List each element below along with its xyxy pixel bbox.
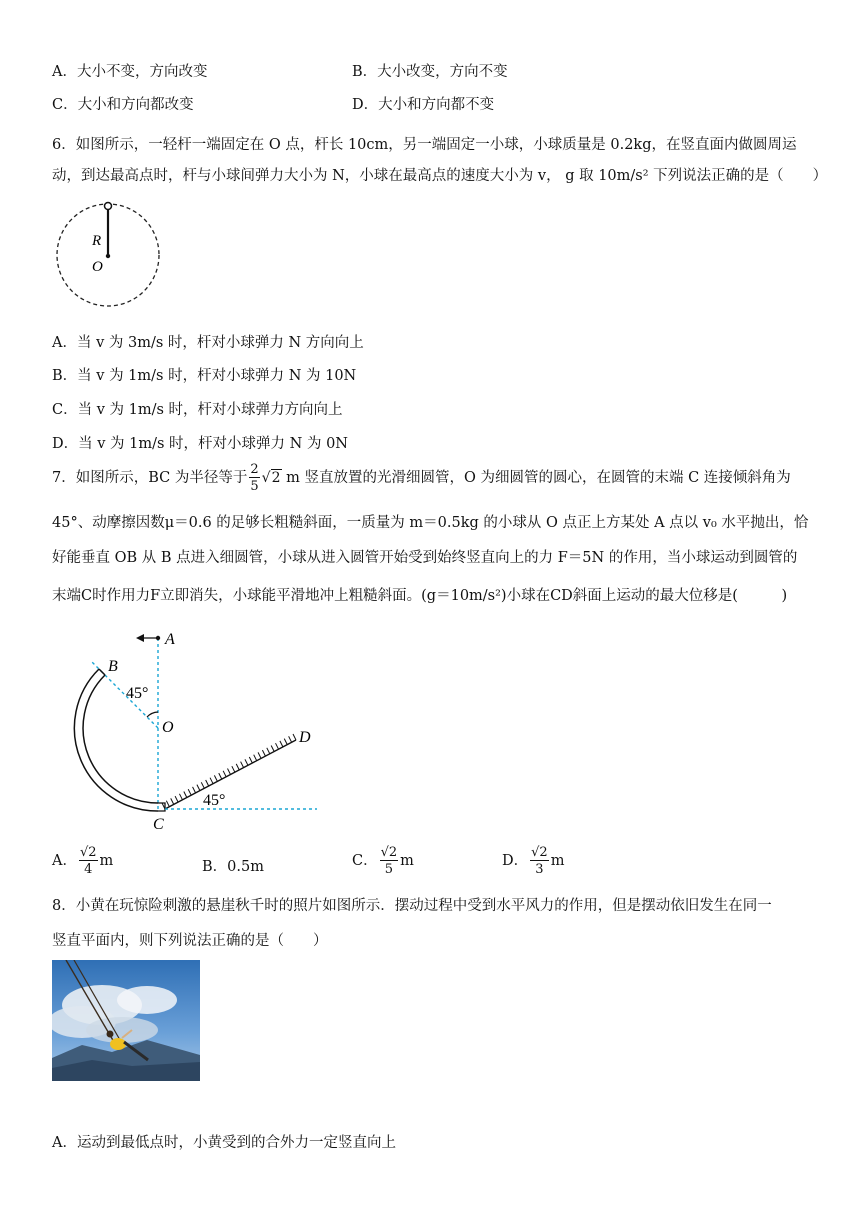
q7-option-c: C． $\frac{√2}{5}$ m xyxy=(352,845,414,877)
q7-stem-line2: 45°、动摩擦因数μ＝0.6 的足够长粗糙斜面，一质量为 m＝0.5kg 的小球从 O 点正上方某处 A 点以 v₀ 水平抛出，恰 xyxy=(52,515,809,531)
q6-figure-circle xyxy=(52,198,167,313)
q7-stem-line1: 7．如图所示，BC 为半径等于 $\frac{2}{5}$ √2 m 竖直放置的光滑细圆管，O 为细圆管的圆心，在圆管的末端 C 连接倾斜角为 xyxy=(52,462,791,494)
q7-figure-tube-incline xyxy=(52,622,332,837)
q6-option-c: C．当 v 为 1m/s 时，杆对小球弹力方向向上 xyxy=(52,402,343,418)
q7-point-a xyxy=(156,636,160,640)
q6-stem-line2: 动，到达最高点时，杆与小球间弹力大小为 N，小球在最高点的速度大小为 v， g 取 10m/s² 下列说法正确的是（ ） xyxy=(52,168,828,184)
q5-option-b: B．大小改变，方向不变 xyxy=(352,64,508,80)
q6-label-o: O xyxy=(92,259,103,275)
q6-option-b: B．当 v 为 1m/s 时，杆对小球弹力 N 为 10N xyxy=(52,368,357,384)
q6-label-r: R xyxy=(92,233,102,249)
q8-swing-photo xyxy=(52,960,200,1081)
q6-option-d: D．当 v 为 1m/s 时，杆对小球弹力 N 为 0N xyxy=(52,436,348,452)
q7-option-b: B．0.5m xyxy=(202,859,264,875)
q7-incline-hatching xyxy=(162,734,296,809)
q7-angle-label-45-bottom: 45° xyxy=(203,792,226,809)
q5-option-d: D．大小和方向都不变 xyxy=(352,97,495,113)
q8-person xyxy=(110,1038,126,1050)
q8-option-a: A．运动到最低点时，小黄受到的合外力一定竖直向上 xyxy=(52,1135,396,1151)
q7-label-c: C xyxy=(153,816,164,833)
q7-stem-line4: 末端C时作用力F立即消失，小球能平滑地冲上粗糙斜面。(g＝10m/s²)小球在CD斜面上运动的最大位移是( ) xyxy=(52,588,788,604)
q6-pivot-point xyxy=(106,254,110,258)
q7-option-a: A． $\frac{√2}{4}$ m xyxy=(52,845,114,877)
q6-option-a: A．当 v 为 3m/s 时，杆对小球弹力 N 方向向上 xyxy=(52,335,364,351)
q7-label-b: B xyxy=(108,658,118,675)
q8-stem-line1: 8．小黄在玩惊险刺激的悬崖秋千时的照片如图所示．摆动过程中受到水平风力的作用，但是摆动依旧发生在同一 xyxy=(52,898,772,914)
q5-option-c: C．大小和方向都改变 xyxy=(52,97,194,113)
q7-angle-arc-o xyxy=(147,712,158,717)
q6-ball xyxy=(105,203,112,210)
q7-label-a: A xyxy=(165,631,175,648)
q8-stem-line2: 竖直平面内，则下列说法正确的是（ ） xyxy=(52,933,328,949)
q7-angle-label-45-top: 45° xyxy=(126,685,149,702)
q7-option-d: D． $\frac{√2}{3}$ m xyxy=(502,845,565,877)
q5-option-a: A．大小不变，方向改变 xyxy=(52,64,208,80)
q7-stem-line3: 好能垂直 OB 从 B 点进入细圆管，小球从进入圆管开始受到始终竖直向上的力 F＝5N 的作用，当小球运动到圆管的 xyxy=(52,550,798,566)
q7-label-d: D xyxy=(299,729,311,746)
q6-stem-line1: 6．如图所示，一轻杆一端固定在 O 点，杆长 10cm，另一端固定一小球，小球质量是 0.2kg，在竖直面内做圆周运 xyxy=(52,137,797,153)
q7-label-o: O xyxy=(162,719,174,736)
